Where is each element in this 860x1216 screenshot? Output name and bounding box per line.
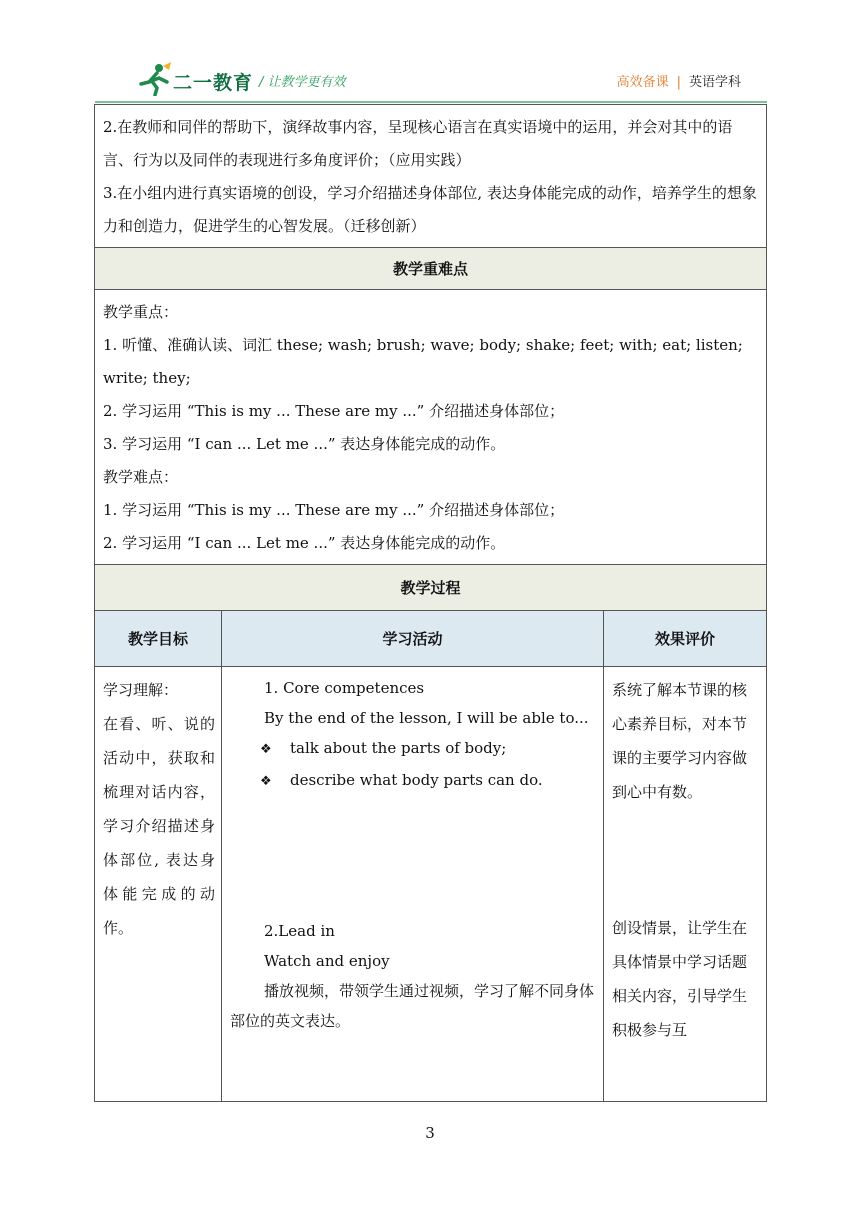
focus-item-2: 2. 学习运用 “This is my ... These are my ...” 介绍描述身体部位； (103, 402, 565, 420)
process-row (95, 667, 767, 1102)
key-points-cell (95, 290, 767, 565)
header-separator: | (676, 75, 681, 90)
slogan: / 让教学更有效 (259, 75, 346, 90)
runner-logo-icon (135, 62, 173, 96)
bullet-text: talk about the parts of body; (290, 739, 507, 757)
focus-item-3: 3. 学习运用 “I can ... Let me ...” 表达身体能完成的动作。 (103, 435, 506, 453)
header-label-efficient: 高效备课 (616, 75, 669, 90)
process-heading-row (95, 565, 767, 611)
bullet-item (230, 733, 595, 765)
difficult-title: 教学难点： (103, 468, 179, 486)
focus-title: 教学重点： (103, 303, 179, 321)
activity-1-title: 1. Core competences (264, 679, 425, 697)
header-right (617, 71, 741, 90)
evaluation-1: 系统了解本节课的核心素养目标，对本节课的主要学习内容做到心中有数。 (612, 681, 748, 801)
diamond-bullet-icon: ❖ (260, 742, 272, 757)
header-label-subject: 英语学科 (688, 75, 741, 90)
activity-2-text: 播放视频，带领学生通过视频，学习了解不同身体部位的英文表达。 (230, 982, 595, 1030)
objectives-row (95, 105, 767, 248)
goal-cell (95, 667, 222, 1102)
objectives-cell (95, 105, 767, 248)
bullet-item (230, 765, 595, 797)
activity-cell (222, 667, 604, 1102)
page-header (95, 60, 765, 102)
col-header-evaluation: 效果评价 (604, 611, 767, 667)
key-points-row (95, 290, 767, 565)
key-points-heading-row (95, 248, 767, 290)
focus-item-1: 1. 听懂、准确认读、词汇 these; wash; brush; wave; body; shake; feet; with; eat; listen; write; they; (103, 336, 743, 387)
activity-1-intro: By the end of the lesson, I will be able to... (264, 709, 589, 727)
diamond-bullet-icon: ❖ (260, 774, 272, 789)
activity-2-sub: Watch and enjoy (264, 952, 390, 970)
col-header-activity: 学习活动 (222, 611, 604, 667)
objective-3: 3.在小组内进行真实语境的创设，学习介绍描述身体部位, 表达身体能完成的动作，培养学生的想象力和创造力，促进学生的心智发展。（迁移创新） (103, 184, 757, 235)
evaluation-2: 创设情景，让学生在具体情景中学习话题相关内容，引导学生积极参与互 (612, 919, 748, 1039)
difficult-item-2: 2. 学习运用 “I can ... Let me ...” 表达身体能完成的动作。 (103, 534, 506, 552)
header-divider (95, 101, 767, 103)
evaluation-cell (604, 667, 767, 1102)
process-heading: 教学过程 (95, 565, 767, 611)
lesson-plan-table (94, 104, 767, 1102)
bullet-text: describe what body parts can do. (290, 771, 543, 789)
objective-2: 2.在教师和同伴的帮助下，演绎故事内容，呈现核心语言在真实语境中的运用，并会对其中的语言、行为以及同伴的表现进行多角度评价；（应用实践） (103, 118, 733, 169)
logo-text: 二一教育 (173, 72, 254, 94)
col-header-goal: 教学目标 (95, 611, 222, 667)
key-points-heading: 教学重难点 (95, 248, 767, 290)
activity-2-title: 2.Lead in (264, 922, 335, 940)
column-header-row (95, 611, 767, 667)
page-number: 3 (425, 1124, 435, 1142)
goal-text: 在看、听、说的活动中，获取和梳理对话内容，学习介绍描述身体部位, 表达身体能完成的动作。 (103, 715, 215, 937)
goal-title: 学习理解： (103, 681, 179, 699)
difficult-item-1: 1. 学习运用 “This is my ... These are my ...” 介绍描述身体部位； (103, 501, 565, 519)
